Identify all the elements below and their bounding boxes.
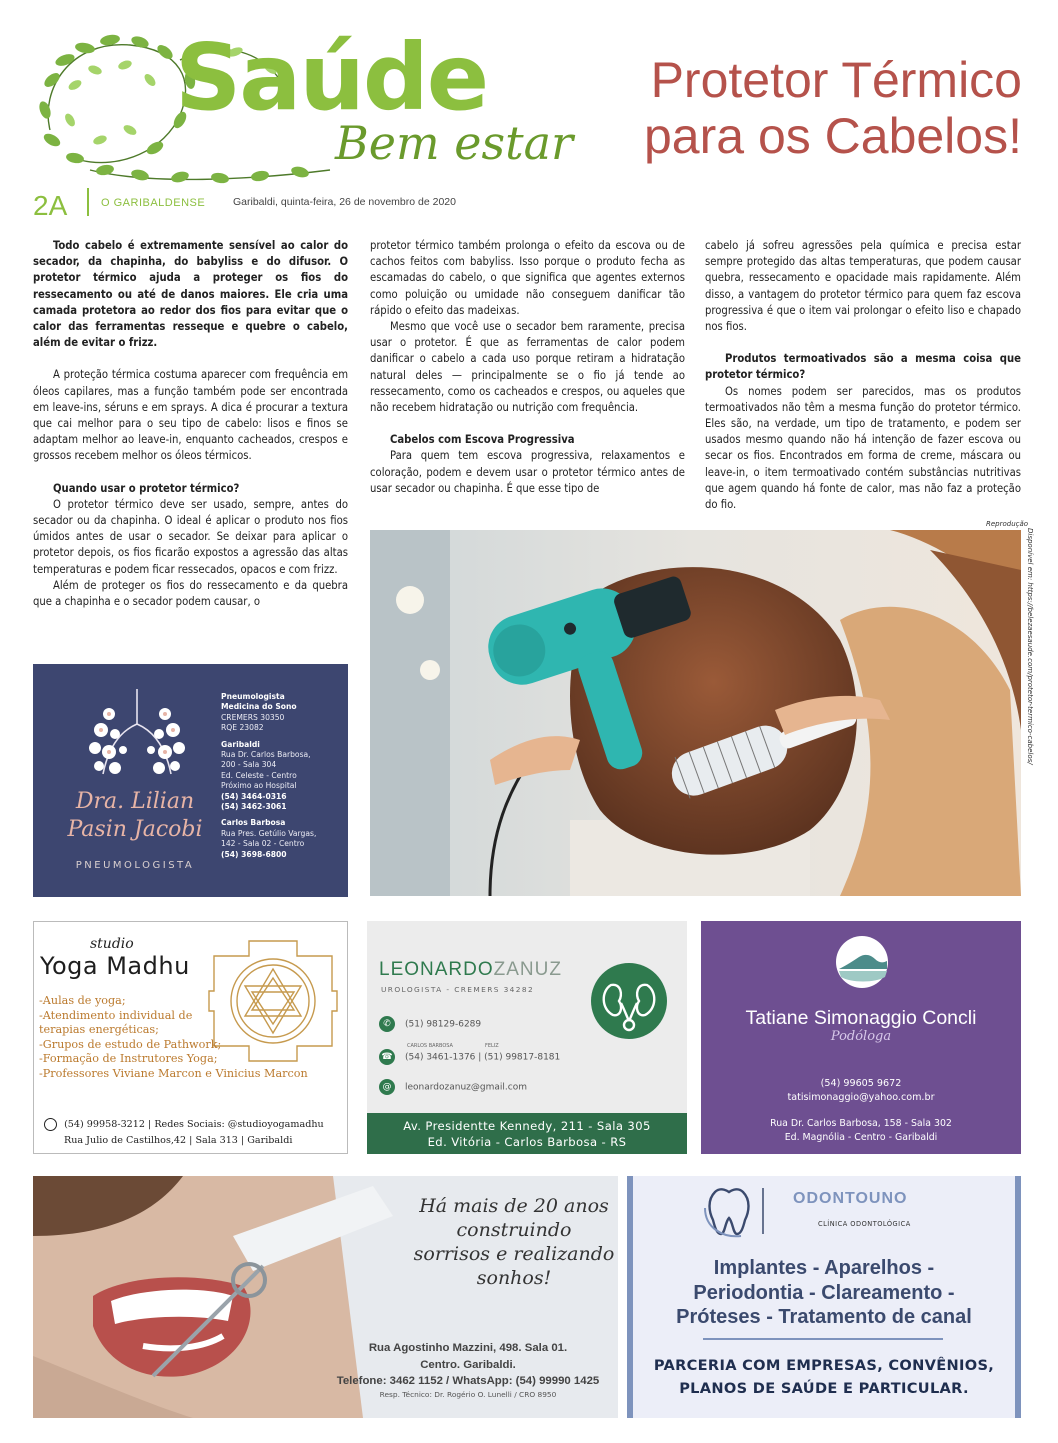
address-line-1: Av. Presidentte Kennedy, 211 - Sala 305 <box>403 1119 651 1133</box>
section-masthead <box>30 20 590 190</box>
yoga-studio-name: Yoga Madhu <box>40 952 190 980</box>
carlos-barbosa-label: CARLOS BARBOSA <box>407 1043 453 1049</box>
yoga-phone-text: (54) 99958-3212 | Redes Sociais: @studioyogamadhu <box>64 1119 324 1130</box>
article-lead: Todo cabelo é extremamente sensível ao calor do secador, da chapinha, do babyliss e do difusor. O protetor térmico ajuda a proteger os fios do ressecamento ou até de danos maiores. Ele cria uma camada protetora ao redor dos fios para evitar que o calor das ferramentas resseque e quebre o cabelo, além de evitar o frizz. <box>33 239 348 350</box>
address-line: Próximo ao Hospital <box>221 781 297 791</box>
article-paragraph: A proteção térmica costuma aparecer com frequência em óleos capilares, mas a função também pode ser encontrada em leave-ins, séruns e em sprays. A dica é procurar a textura que cai melhor para o seu tipo de cabelo: lisos e finos se adaptam melhor ao leave-in, enquanto cacheados, crespos e grossos recebem melhor os óleos térmicos. <box>33 368 348 463</box>
odontouno-subtitle: CLÍNICA ODONTOLÓGICA <box>818 1220 911 1228</box>
odontouno-panel <box>627 1176 1021 1418</box>
email-icon: @ <box>379 1079 395 1095</box>
hair-dryer-photo <box>370 530 1021 896</box>
doctor-name <box>55 788 215 844</box>
services-line-2: Periodontia - Clareamento - <box>693 1281 955 1304</box>
article-column-1 <box>33 238 348 610</box>
doctor-last-name: ZANUZ <box>493 959 562 980</box>
folio-divider <box>87 188 89 216</box>
doctor-name-line-1: Dra. Lilian <box>75 789 195 814</box>
address-line-2: Ed. Vitória - Carlos Barbosa - RS <box>427 1135 627 1149</box>
lungs-flower-icon <box>73 684 201 784</box>
phone-contact[interactable] <box>379 1049 560 1065</box>
odontouno-brand: ODONTOUNO <box>793 1190 908 1207</box>
yoga-contact[interactable] <box>44 1118 324 1131</box>
doctor-contact-info <box>221 692 341 860</box>
slogan-line-3: sorrisos e realizando <box>413 1243 615 1265</box>
dental-address-1: Rua Agostinho Mazzini, 498. Sala 01. <box>368 1342 568 1354</box>
list-item: -Formação de Instrutores Yoga; <box>39 1052 218 1066</box>
foot-logo-icon <box>835 935 889 989</box>
paragraph-gap <box>33 465 348 481</box>
ad-odontouno[interactable] <box>33 1176 1021 1418</box>
services-line-1: Implantes - Aparelhos - <box>713 1257 935 1279</box>
podologist-address-1: Rua Dr. Carlos Barbosa, 158 - Sala 302 <box>770 1118 952 1129</box>
podologist-address-2: Ed. Magnólia - Centro - Garibaldi <box>784 1132 938 1143</box>
dental-phones[interactable]: Telefone: 3462 1152 / WhatsApp: (54) 99990 1425 <box>336 1375 600 1387</box>
whatsapp-contact[interactable] <box>379 1016 481 1032</box>
phone-numbers: (54) 3461-1376 | (51) 99817-8181 <box>405 1052 561 1063</box>
address-line: Rua Pres. Getúlio Vargas, <box>221 828 317 838</box>
article-paragraph: O protetor térmico deve ser usado, sempre, antes do secador ou da chapinha. O ideal é aplicar o produto nos fios úmidos antes de usar o secador. Se deixar para aplicar o protetor depois, os fios ficarão expostos a agressão das altas temperaturas e podem ficar ressecados, opacos e com frizz. <box>33 497 348 576</box>
tooth-logo-icon <box>703 1182 773 1238</box>
dental-responsible: Resp. Técnico: Dr. Rogério O. Lunelli / CRO 8950 <box>379 1390 557 1399</box>
address-line: 142 - Sala 02 - Centro <box>221 839 305 849</box>
dental-services <box>633 1256 1015 1330</box>
ad-leonardo-zanuz[interactable] <box>367 921 687 1154</box>
page-number: 2A <box>33 190 68 221</box>
section-title: Saúde <box>175 24 488 131</box>
yoga-address: Rua Julio de Castilhos,42 | Sala 313 | Garibaldi <box>64 1135 293 1146</box>
photo-source-text: Disponível em: https://belezaesaude.com/protetor-termico-cabelos/ <box>1026 528 1034 765</box>
article-paragraph: Mesmo que você use o secador bem raramente, precisa usar o protetor. É que as ferramentas de calor podem danificar o cabelo a cada uso porque retiram a hidratação natural deles — principalmente se o fio já tende ao ressecamento, como os cacheados e crespos, ou aqueles que não recebem hidratação ou nutrição com frequência. <box>370 320 685 415</box>
dental-slogan <box>409 1194 618 1290</box>
yoga-services <box>39 994 308 1082</box>
article-paragraph: Para quem tem escova progressiva, relaxamentos e coloração, podem e devem usar o protetor térmico antes de usar secador ou chapinha. É que esse tipo de <box>370 449 685 495</box>
city-1: Garibaldi <box>221 739 260 749</box>
phone-icon: ☎ <box>379 1049 395 1065</box>
paragraph-gap <box>33 351 348 367</box>
article-paragraph: cabelo já sofreu agressões pela química e precisa estar sempre protegido das altas temperaturas, que podem causar quebra, ressecamento e opacidade mais rapidamente. Além disso, a vantagem do protetor térmico para quem faz escova progressiva é que o item vai prolongar o efeito liso e chapado nos fios. <box>705 239 1021 334</box>
ad-dra-lilian[interactable] <box>33 664 348 897</box>
yoga-studio-label: studio <box>90 936 134 952</box>
article-column-2 <box>370 238 685 497</box>
doctor-name-line-2: Pasin Jacobi <box>67 817 203 842</box>
paragraph-gap <box>705 335 1021 351</box>
list-item: -Atendimento individual de terapias energéticas; <box>39 1008 193 1037</box>
list-item: -Aulas de yoga; <box>39 994 126 1007</box>
article-paragraph: Além de proteger os fios do ressecamento e da quebra que a chapinha e o secador podem causar, o <box>33 578 348 609</box>
whatsapp-number: (51) 98129-6289 <box>405 1019 482 1030</box>
hair-dryer-illustration <box>370 530 1021 896</box>
address-line: 200 - Sala 304 <box>221 760 277 770</box>
ad-yoga-madhu[interactable] <box>33 921 348 1154</box>
article-title-line-2: para os Cabelos! <box>643 108 1022 164</box>
dental-address-2: Centro. Garibaldi. <box>420 1358 516 1371</box>
list-item: -Professores Viviane Marcon e Vinicius Marcon <box>39 1066 308 1080</box>
email-contact[interactable] <box>379 1079 527 1095</box>
crm: CREMERS 30350 <box>221 712 285 722</box>
city-2: Carlos Barbosa <box>221 818 286 828</box>
article-paragraph: protetor térmico também prolonga o efeito da escova ou de cachos feitos com babyliss. Isso porque o produto fecha as escamadas do cabelo, o que significa que agentes externos como poluição ou umidade não conseguem danificar tão rápido o efeito das madeixas. <box>370 239 685 317</box>
feliz-label: FELIZ <box>485 1043 499 1049</box>
kidney-icon <box>589 961 669 1041</box>
podologist-email[interactable]: tatisimonaggio@yahoo.com.br <box>787 1092 935 1103</box>
section-subtitle: Bem estar <box>335 116 573 170</box>
phone[interactable]: (54) 3462-3061 <box>221 802 287 812</box>
phone[interactable]: (54) 3698-6800 <box>221 849 287 859</box>
ad-tatiane-simonaggio[interactable] <box>701 921 1021 1154</box>
partner-line-2: PLANOS DE SAÚDE E PARTICULAR. <box>679 1380 969 1397</box>
paragraph-gap <box>370 416 685 432</box>
article-subheading: Cabelos com Escova Progressiva <box>390 433 575 447</box>
doctor-specialty: PNEUMOLOGISTA <box>75 860 195 871</box>
doctor-specialty: UROLOGISTA - CREMERS 34282 <box>381 985 535 994</box>
article-paragraph: Os nomes podem ser parecidos, mas os produtos termoativados não têm a mesma função do protetor térmico. Eles são, na verdade, um tipo de tratamento, e podem ser usados mesmo quando não há intenção de fazer escova ou secar os fios. Encontrados em forma de creme, máscara ou leave-in, o item termoativado contém substâncias nutritivas que agem quando há fonte de calor, mas não faz a proteção do fio. <box>705 384 1021 512</box>
doctor-first-name: LEONARDO <box>379 959 494 980</box>
slogan-line-1: Há mais de 20 anos <box>419 1195 609 1217</box>
article-title-line-1: Protetor Térmico <box>650 52 1022 108</box>
article-subheading: Produtos termoativados são a mesma coisa que protetor térmico? <box>705 352 1021 382</box>
whatsapp-icon <box>44 1118 57 1131</box>
address-line: Ed. Celeste - Centro <box>221 770 297 780</box>
slogan-line-2: construindo <box>456 1219 572 1241</box>
email-address: leonardozanuz@gmail.com <box>405 1082 527 1093</box>
photo-source <box>1025 528 1035 765</box>
dental-address <box>303 1340 633 1390</box>
divider <box>703 1338 943 1340</box>
issue-date: Garibaldi, quinta-feira, 26 de novembro de 2020 <box>233 196 456 208</box>
article-subheading: Quando usar o protetor térmico? <box>53 481 240 495</box>
podologist-phone[interactable]: (54) 99605 9672 <box>820 1078 902 1089</box>
podologist-role: Podóloga <box>830 1029 892 1044</box>
services-line-3: Próteses - Tratamento de canal <box>676 1306 972 1328</box>
doctor-name <box>379 959 562 981</box>
spec-1: Pneumologista <box>221 692 285 701</box>
partner-line-1: PARCERIA COM EMPRESAS, CONVÊNIOS, <box>653 1357 995 1374</box>
leonardo-address <box>367 1113 687 1154</box>
rqe: RQE 23082 <box>221 723 264 733</box>
newspaper-name: O GARIBALDENSE <box>101 197 206 209</box>
whatsapp-icon: ✆ <box>379 1016 395 1032</box>
slogan-line-4: sonhos! <box>476 1267 552 1289</box>
article-column-3 <box>705 238 1021 513</box>
list-item: -Grupos de estudo de Pathwork; <box>39 1037 222 1051</box>
podologist-name: Tatiane Simonaggio Concli <box>745 1007 977 1029</box>
dental-partnership <box>633 1354 1015 1400</box>
spec-2: Medicina do Sono <box>221 702 297 712</box>
photo-credit: Reprodução <box>986 520 1029 528</box>
article-title <box>602 52 1022 164</box>
address-line: Rua Dr. Carlos Barbosa, <box>221 750 311 760</box>
phone[interactable]: (54) 3464-0316 <box>221 791 287 801</box>
